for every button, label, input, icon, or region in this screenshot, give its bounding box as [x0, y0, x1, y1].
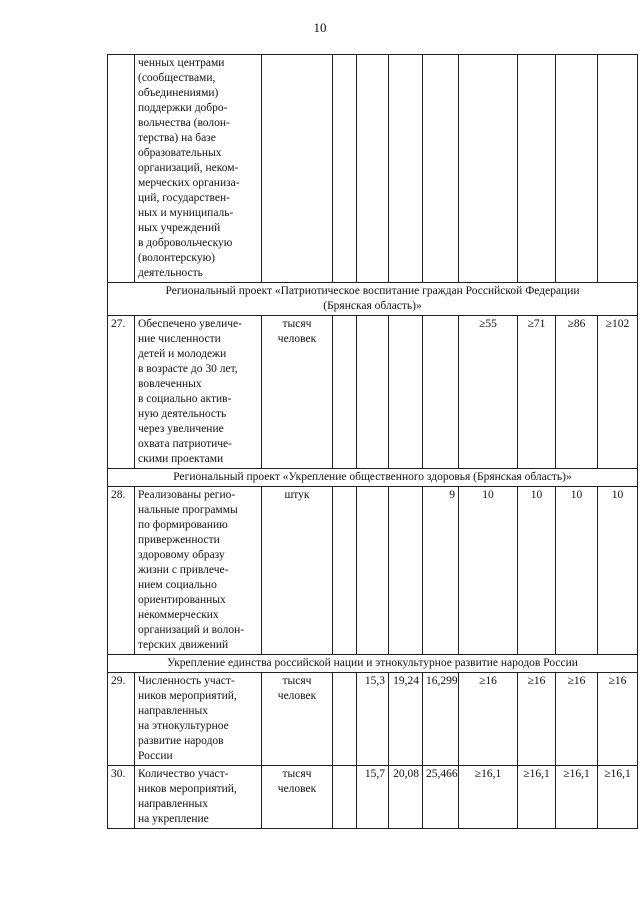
- indicator-name: Численность участ- ников мероприятий, направленных на этнокультурное развитие народов России: [135, 673, 262, 766]
- value-cell: ≥16,1: [598, 766, 638, 829]
- value-cell: 20,08: [389, 766, 423, 829]
- value-cell: [333, 487, 357, 655]
- value-cell: [357, 55, 389, 283]
- unit-cell: [262, 55, 333, 283]
- value-cell: [357, 487, 389, 655]
- value-cell: 19,24: [389, 673, 423, 766]
- value-cell: ≥16: [598, 673, 638, 766]
- value-cell: ≥102: [598, 316, 638, 469]
- value-cell: 9: [423, 487, 459, 655]
- indicator-name: ченных центрами (сообществами, объединениями) поддержки добро- вольчества (волон- терства) на базе образовательных организаций, неком- мерческих организа- ций, государствен- ных и муниципаль- ных учреждений в добровольческую (волонтерскую) деятельность: [135, 55, 262, 283]
- unit-cell: штук: [262, 487, 333, 655]
- row-number: 27.: [108, 316, 135, 469]
- value-cell: [357, 316, 389, 469]
- value-cell: [333, 673, 357, 766]
- value-cell: [598, 55, 638, 283]
- row-number: 30.: [108, 766, 135, 829]
- section-title: Региональный проект «Патриотическое воспитание граждан Российской Федерации (Брянская область)»: [108, 283, 638, 316]
- value-cell: [389, 487, 423, 655]
- value-cell: ≥86: [556, 316, 598, 469]
- value-cell: [389, 55, 423, 283]
- indicator-name: Обеспечено увеличе- ние численности детей и молодежи в возрасте до 30 лет, вовлеченных в социально актив- ную деятельность через увеличение охвата патриотиче- скими проектами: [135, 316, 262, 469]
- value-cell: 15,7: [357, 766, 389, 829]
- value-cell: ≥55: [459, 316, 518, 469]
- table-row: [108, 766, 638, 829]
- value-cell: [333, 766, 357, 829]
- value-cell: ≥71: [518, 316, 556, 469]
- value-cell: 16,299: [423, 673, 459, 766]
- value-cell: 10: [598, 487, 638, 655]
- value-cell: [556, 55, 598, 283]
- value-cell: [389, 316, 423, 469]
- value-cell: [459, 55, 518, 283]
- value-cell: ≥16,1: [518, 766, 556, 829]
- value-cell: 10: [556, 487, 598, 655]
- section-title: Региональный проект «Укрепление общественного здоровья (Брянская область)»: [108, 469, 638, 487]
- value-cell: 10: [459, 487, 518, 655]
- section-row: [108, 469, 638, 487]
- value-cell: [333, 55, 357, 283]
- value-cell: 25,466: [423, 766, 459, 829]
- value-cell: [423, 316, 459, 469]
- section-row: [108, 283, 638, 316]
- table-row: [108, 316, 638, 469]
- value-cell: ≥16: [556, 673, 598, 766]
- indicator-name: Количество участ- ников мероприятий, направленных на укрепление: [135, 766, 262, 829]
- table-row: [108, 487, 638, 655]
- page-number: 10: [313, 20, 327, 35]
- unit-cell: тысяч человек: [262, 316, 333, 469]
- row-number: [108, 55, 135, 283]
- value-cell: ≥16: [518, 673, 556, 766]
- indicators-table: [107, 54, 638, 829]
- value-cell: ≥16: [459, 673, 518, 766]
- value-cell: [518, 55, 556, 283]
- unit-cell: тысяч человек: [262, 766, 333, 829]
- indicator-name: Реализованы регио- нальные программы по формированию приверженности здоровому образу жизни с привлече- нием социально ориентированных некоммерческих организаций и волон- терских движений: [135, 487, 262, 655]
- table-row: [108, 55, 638, 283]
- value-cell: 15,3: [357, 673, 389, 766]
- table-row: [108, 673, 638, 766]
- row-number: 28.: [108, 487, 135, 655]
- value-cell: [423, 55, 459, 283]
- section-title: Укрепление единства российской нации и этнокультурное развитие народов России: [108, 655, 638, 673]
- row-number: 29.: [108, 673, 135, 766]
- value-cell: [333, 316, 357, 469]
- value-cell: ≥16,1: [556, 766, 598, 829]
- section-row: [108, 655, 638, 673]
- unit-cell: тысяч человек: [262, 673, 333, 766]
- value-cell: 10: [518, 487, 556, 655]
- value-cell: ≥16,1: [459, 766, 518, 829]
